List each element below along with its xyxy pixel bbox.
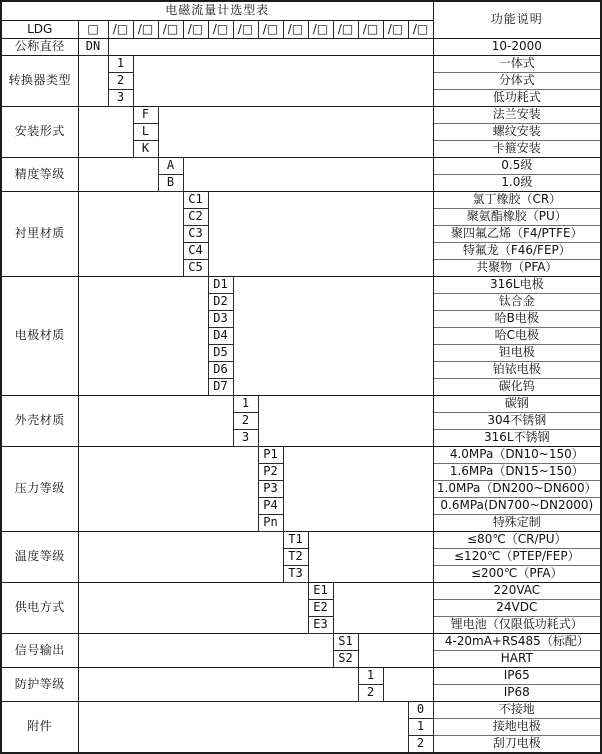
description-cell: 哈C电极 [433,328,601,345]
spacer-cell [78,702,408,754]
description-cell: 4.0MPa（DN10~150） [433,447,601,464]
code-cell: F [133,107,158,124]
spacer-cell [258,396,433,447]
description-cell: 4-20mA+RS485（标配） [433,634,601,651]
description-cell: 304不锈钢 [433,413,601,430]
category-cell: 防护等级 [1,668,78,702]
description-cell: ≤120℃（PTEP/FEP） [433,549,601,566]
function-description-header: 功能说明 [433,1,601,39]
code-cell: A [158,158,183,175]
category-cell: 信号输出 [1,634,78,668]
description-cell: 一体式 [433,56,601,73]
spacer-cell [78,107,133,158]
code-cell: 2 [358,685,383,702]
code-cell: E1 [308,583,333,600]
code-cell: D4 [208,328,233,345]
code-cell: 3 [233,430,258,447]
code-cell: 2 [108,73,133,90]
spacer-cell [78,396,233,447]
description-cell: 哈B电极 [433,311,601,328]
code-cell: 1 [408,719,433,736]
code-cell: 0 [408,702,433,719]
code-cell: D2 [208,294,233,311]
option-row [1,277,601,294]
description-cell: 特殊定制 [433,515,601,532]
code-cell: P3 [258,481,283,498]
spacer-cell [208,192,433,277]
spacer-cell [383,668,433,702]
option-row [1,668,601,685]
category-cell: 压力等级 [1,447,78,532]
code-cell: D7 [208,379,233,396]
code-cell: C4 [183,243,208,260]
spacer-cell [78,532,283,583]
description-cell: 钽电极 [433,345,601,362]
code-cell: P4 [258,498,283,515]
spacer-cell [78,583,308,634]
code-cell: C2 [183,209,208,226]
model-slot-cell: /□ [333,21,358,39]
description-cell: 316L不锈钢 [433,430,601,447]
description-cell: 碳钢 [433,396,601,413]
model-slot-cell: /□ [358,21,383,39]
code-cell: T2 [283,549,308,566]
option-row [1,39,601,56]
code-cell: Pn [258,515,283,532]
description-cell: 螺纹安装 [433,124,601,141]
option-row [1,396,601,413]
description-cell: 卡箍安装 [433,141,601,158]
code-cell: L [133,124,158,141]
model-slot-cell: /□ [208,21,233,39]
spacer-cell [78,192,183,277]
description-cell: 1.6MPa（DN15~150） [433,464,601,481]
description-cell: 钛合金 [433,294,601,311]
spacer-cell [158,107,433,158]
model-slot-cell: /□ [108,21,133,39]
description-cell: 不接地 [433,702,601,719]
code-cell: C5 [183,260,208,277]
description-cell: ≤200℃（PFA） [433,566,601,583]
category-cell: 衬里材质 [1,192,78,277]
title-row [1,1,601,21]
description-cell: 0.6MPa(DN700~DN2000) [433,498,601,515]
description-cell: 分体式 [433,73,601,90]
option-row [1,107,601,124]
model-slot-cell: /□ [283,21,308,39]
code-cell: P2 [258,464,283,481]
spacer-cell [78,668,358,702]
category-cell: 电极材质 [1,277,78,396]
option-row [1,583,601,600]
option-row [1,56,601,73]
option-row [1,634,601,651]
model-slot-cell: /□ [158,21,183,39]
description-cell: 接地电极 [433,719,601,736]
code-cell: 1 [233,396,258,413]
description-cell: 220VAC [433,583,601,600]
description-cell: IP65 [433,668,601,685]
model-slot-cell: /□ [133,21,158,39]
description-cell: 0.5级 [433,158,601,175]
spacer-cell [283,447,433,532]
spacer-cell [183,158,433,192]
option-row [1,447,601,464]
option-row [1,192,601,209]
code-cell: 1 [358,668,383,685]
code-cell: D1 [208,277,233,294]
description-cell: 聚氨酯橡胶（PU） [433,209,601,226]
code-cell: 2 [408,736,433,754]
description-cell: 铂铱电极 [433,362,601,379]
model-slot-cell: /□ [233,21,258,39]
code-cell: DN [78,39,108,56]
description-cell: 碳化钨 [433,379,601,396]
code-cell: D6 [208,362,233,379]
code-cell: C3 [183,226,208,243]
spacer-cell [78,277,208,396]
code-cell: T1 [283,532,308,549]
spacer-cell [358,634,433,668]
category-cell: 公称直径 [1,39,78,56]
code-cell: C1 [183,192,208,209]
description-cell: 10-2000 [433,39,601,56]
spacer-cell [78,634,333,668]
code-cell: E3 [308,617,333,634]
option-row [1,702,601,719]
model-slot-cell: /□ [383,21,408,39]
category-cell: 精度等级 [1,158,78,192]
code-cell: S1 [333,634,358,651]
description-cell: HART [433,651,601,668]
code-cell: S2 [333,651,358,668]
description-cell: 316L电极 [433,277,601,294]
description-cell: ≤80℃（CR/PU） [433,532,601,549]
code-cell: 1 [108,56,133,73]
category-cell: 供电方式 [1,583,78,634]
code-cell: 2 [233,413,258,430]
code-cell: 3 [108,90,133,107]
spacer-cell [78,56,108,107]
description-cell: 锂电池（仅限低功耗式） [433,617,601,634]
spacer-cell [78,158,158,192]
description-cell: 1.0级 [433,175,601,192]
spacer-cell [333,583,433,634]
model-slot-cell: /□ [258,21,283,39]
code-cell: D3 [208,311,233,328]
description-cell: 低功耗式 [433,90,601,107]
model-slot-cell: /□ [408,21,433,39]
option-row [1,158,601,175]
model-prefix-cell: LDG [1,21,78,39]
category-cell: 附件 [1,702,78,754]
category-cell: 温度等级 [1,532,78,583]
code-cell: B [158,175,183,192]
spacer-cell [78,447,258,532]
description-cell: IP68 [433,685,601,702]
description-cell: 刮刀电极 [433,736,601,754]
description-cell: 特氟龙（F46/FEP） [433,243,601,260]
page-title: 电磁流量计选型表 [1,1,433,21]
code-cell: P1 [258,447,283,464]
code-cell: E2 [308,600,333,617]
model-box-cell: □ [78,21,108,39]
description-cell: 24VDC [433,600,601,617]
option-row [1,532,601,549]
code-cell: D5 [208,345,233,362]
category-cell: 外壳材质 [1,396,78,447]
category-cell: 转换器类型 [1,56,78,107]
spacer-cell [233,277,433,396]
model-slot-cell: /□ [308,21,333,39]
spacer-cell [133,56,433,107]
description-cell: 聚四氟乙烯（F4/PTFE） [433,226,601,243]
description-cell: 氯丁橡胶（CR） [433,192,601,209]
description-cell: 法兰安装 [433,107,601,124]
category-cell: 安装形式 [1,107,78,158]
spacer-cell [108,39,433,56]
code-cell: K [133,141,158,158]
model-slot-cell: /□ [183,21,208,39]
code-cell: T3 [283,566,308,583]
description-cell: 共聚物（PFA） [433,260,601,277]
description-cell: 1.0MPa（DN200~DN600） [433,481,601,498]
spacer-cell [308,532,433,583]
